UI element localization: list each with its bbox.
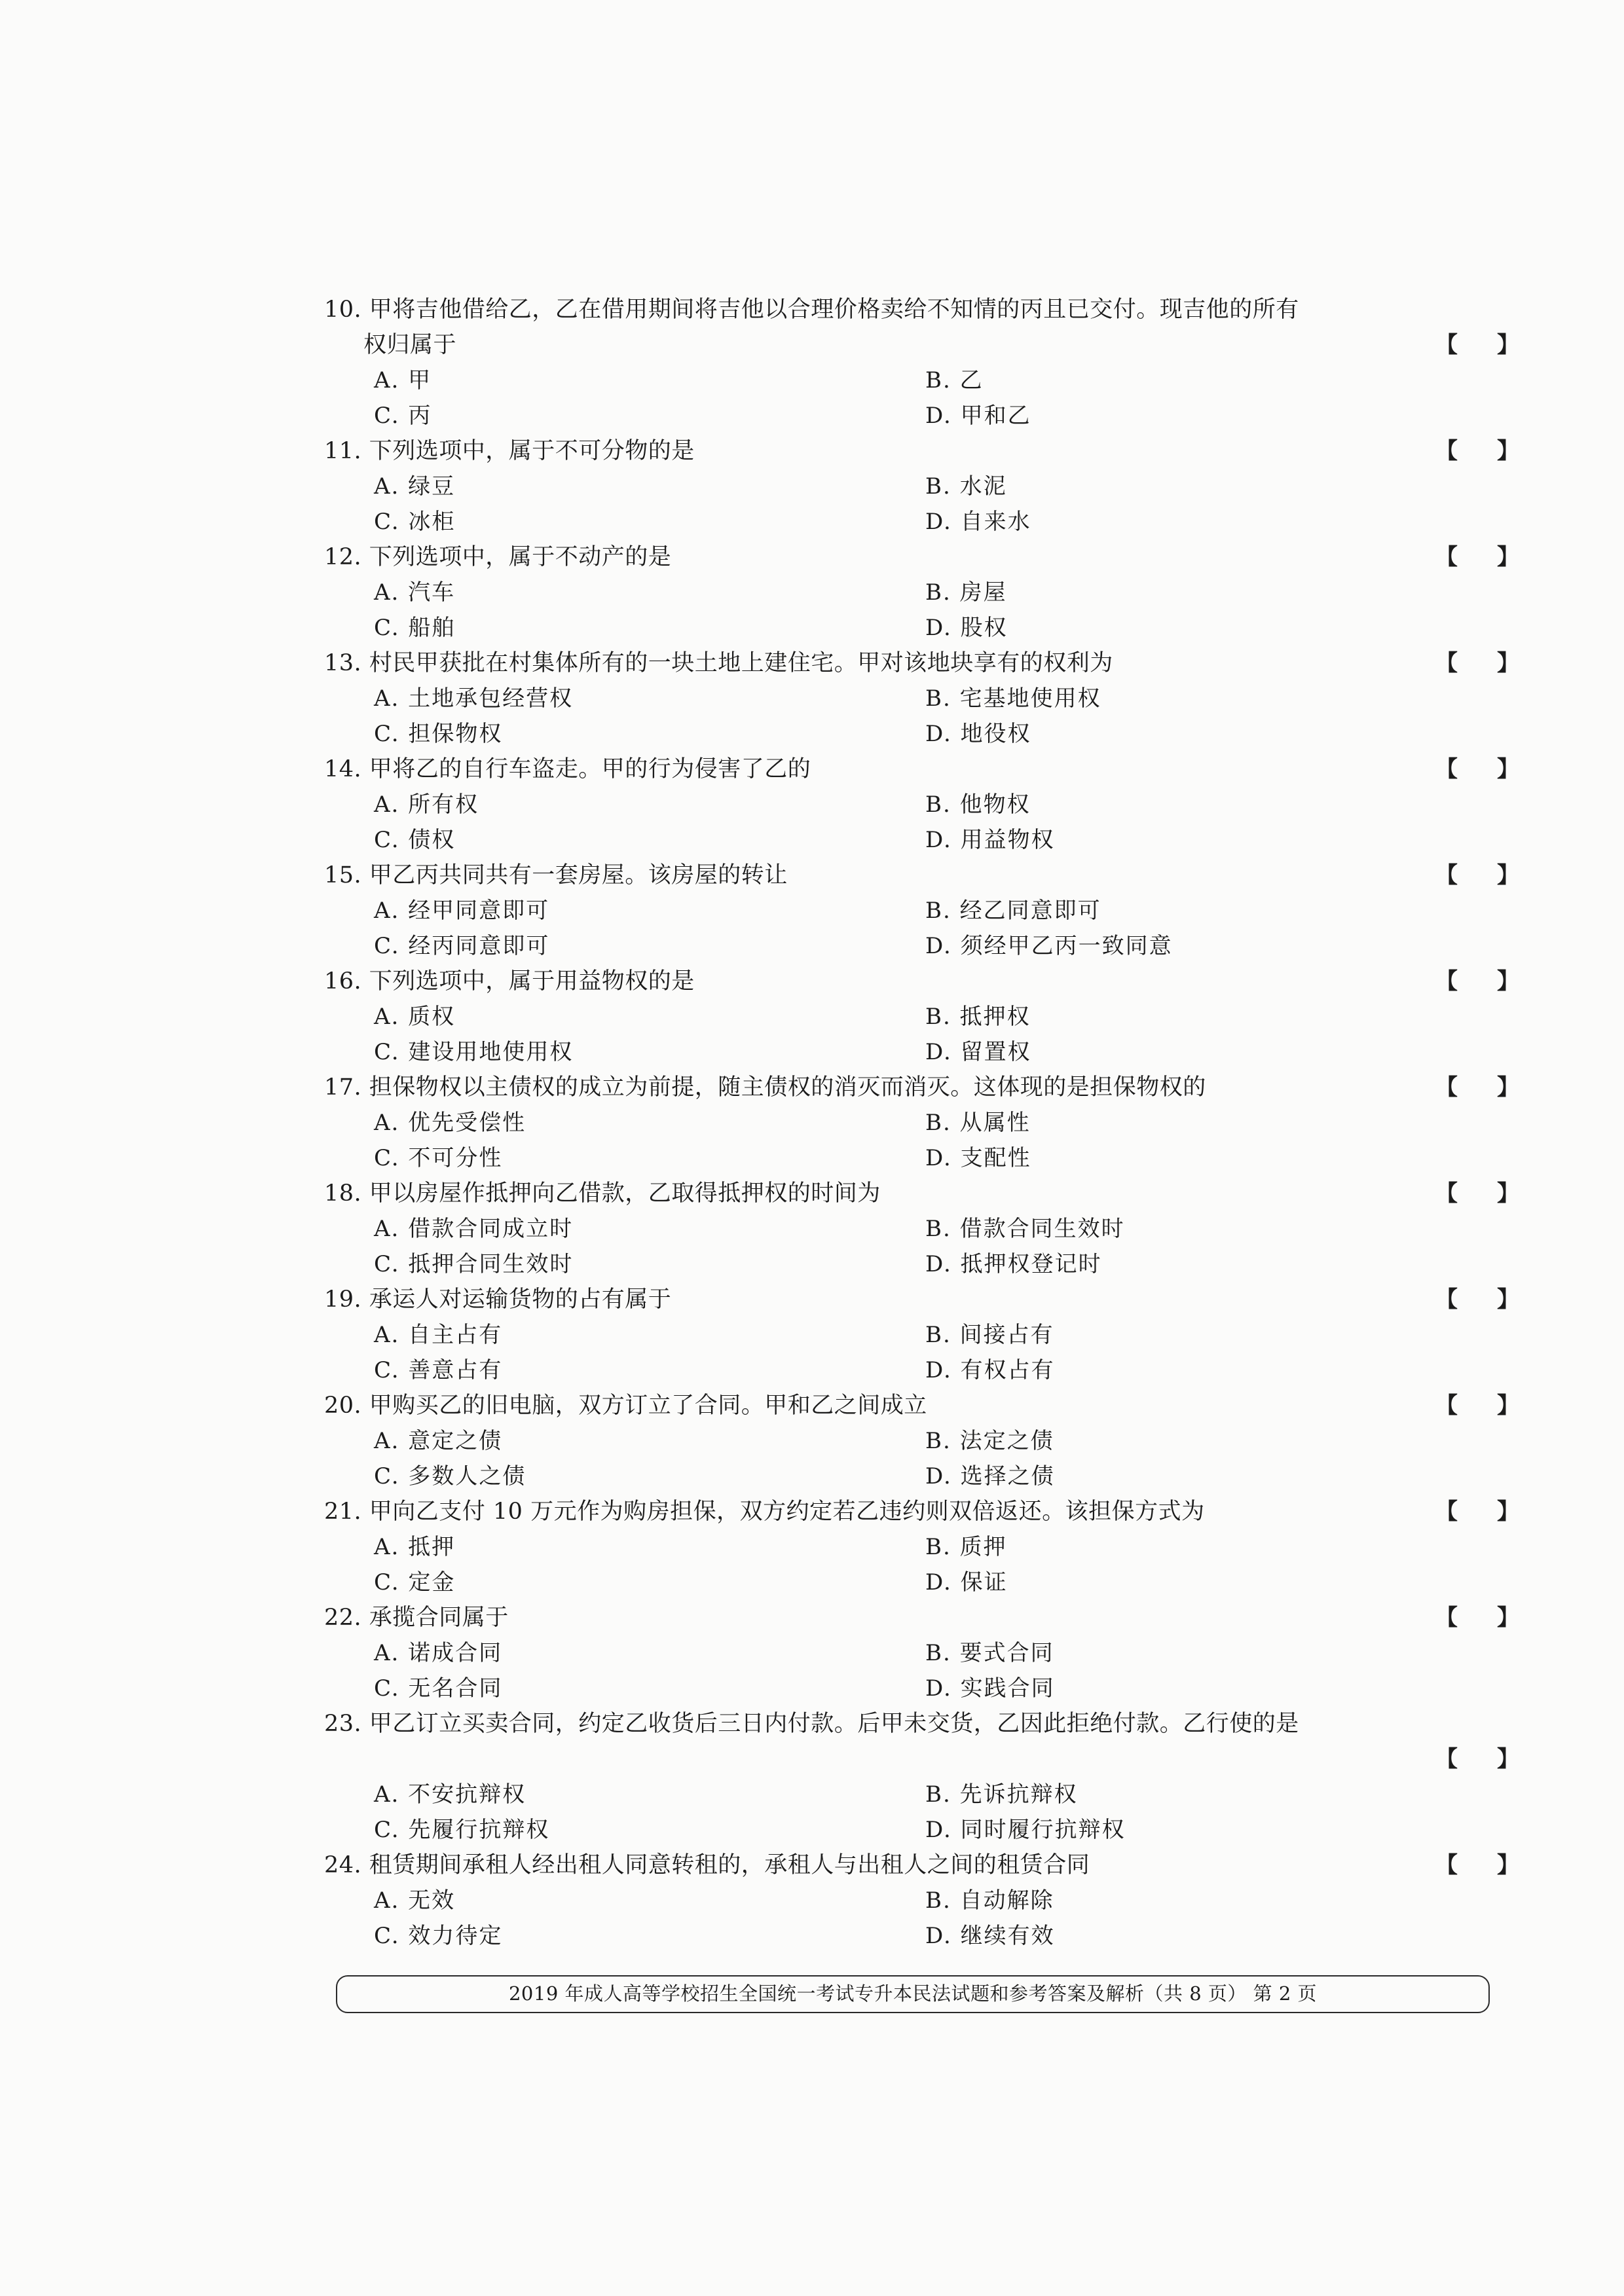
options-grid <box>324 1635 1519 1706</box>
question-stem: 24. 租赁期间承租人经出租人同意转租的，承租人与出租人之间的租赁合同 <box>324 1852 1090 1878</box>
option-d: D. 地役权 <box>925 721 1031 747</box>
answer-bracket <box>1435 1848 1519 1883</box>
bracket-left: 【 <box>1435 650 1458 676</box>
bracket-left: 【 <box>1435 756 1458 782</box>
options-grid <box>324 787 1519 858</box>
option-c: C. 担保物权 <box>374 721 503 747</box>
options-row <box>324 893 1519 928</box>
bracket-left: 【 <box>1435 544 1458 570</box>
option-a: A. 借款合同成立时 <box>374 1216 574 1242</box>
question-stem-line <box>324 1706 1519 1741</box>
bracket-right: 】 <box>1497 438 1519 464</box>
answer-bracket <box>1435 858 1519 893</box>
option-a: A. 诺成合同 <box>374 1640 503 1666</box>
question-item <box>324 752 1519 858</box>
option-b: B. 间接占有 <box>925 1322 1054 1348</box>
question-stem-line <box>324 1600 1519 1635</box>
question-item <box>324 292 1519 433</box>
answer-bracket <box>1435 1741 1519 1777</box>
question-stem-line <box>324 646 1519 681</box>
question-stem: 11. 下列选项中，属于不可分物的是 <box>324 438 695 464</box>
options-row <box>324 575 1519 610</box>
option-a: A. 意定之债 <box>374 1428 503 1454</box>
options-grid <box>324 893 1519 964</box>
option-c: C. 船舶 <box>374 615 456 641</box>
answer-bracket <box>1435 539 1519 575</box>
option-a: A. 无效 <box>374 1887 456 1914</box>
option-c: C. 多数人之债 <box>374 1463 526 1489</box>
bracket-left: 【 <box>1435 1393 1458 1419</box>
option-d: D. 实践合同 <box>925 1675 1055 1702</box>
option-d: D. 用益物权 <box>925 827 1055 853</box>
options-row <box>324 822 1519 858</box>
option-d: D. 同时履行抗辩权 <box>925 1817 1126 1843</box>
question-stem-line <box>324 433 1519 469</box>
options-row <box>324 1211 1519 1247</box>
option-c: C. 先履行抗辩权 <box>374 1817 550 1843</box>
question-list <box>324 292 1519 1954</box>
option-c: C. 无名合同 <box>374 1675 503 1702</box>
bracket-left: 【 <box>1435 1180 1458 1207</box>
options-row <box>324 1565 1519 1600</box>
bracket-left: 【 <box>1435 1499 1458 1525</box>
answer-bracket-line <box>324 1741 1519 1777</box>
question-item <box>324 1388 1519 1494</box>
question-stem-line <box>324 964 1519 999</box>
options-row <box>324 1777 1519 1812</box>
option-c: C. 债权 <box>374 827 456 853</box>
option-b: B. 宅基地使用权 <box>925 685 1101 712</box>
answer-bracket <box>1435 433 1519 469</box>
option-c: C. 不可分性 <box>374 1145 503 1171</box>
options-row <box>324 1034 1519 1070</box>
bracket-right: 】 <box>1497 968 1519 994</box>
options-grid <box>324 1317 1519 1388</box>
options-row <box>324 1812 1519 1848</box>
question-stem-line <box>324 858 1519 893</box>
option-d: D. 继续有效 <box>925 1923 1055 1949</box>
options-grid <box>324 1423 1519 1494</box>
question-item <box>324 433 1519 539</box>
question-stem: 17. 担保物权以主债权的成立为前提，随主债权的消灭而消灭。这体现的是担保物权的 <box>324 1074 1206 1101</box>
option-d: D. 股权 <box>925 615 1008 641</box>
bracket-right: 】 <box>1497 1286 1519 1313</box>
question-stem-line <box>324 1388 1519 1423</box>
options-grid <box>324 1529 1519 1600</box>
question-stem: 15. 甲乙丙共同共有一套房屋。该房屋的转让 <box>324 862 788 888</box>
options-row <box>324 398 1519 433</box>
question-item <box>324 1600 1519 1706</box>
answer-bracket <box>1435 964 1519 999</box>
answer-bracket <box>1435 1494 1519 1529</box>
options-row <box>324 504 1519 539</box>
options-row <box>324 1423 1519 1459</box>
question-item <box>324 646 1519 752</box>
option-c: C. 丙 <box>374 403 432 429</box>
bracket-right: 】 <box>1497 1746 1519 1772</box>
bracket-right: 】 <box>1497 332 1519 358</box>
question-stem-line <box>324 539 1519 575</box>
question-stem: 12. 下列选项中，属于不动产的是 <box>324 544 672 570</box>
options-row <box>324 716 1519 752</box>
option-b: B. 借款合同生效时 <box>925 1216 1125 1242</box>
options-row <box>324 1353 1519 1388</box>
options-row <box>324 1918 1519 1954</box>
question-stem: 22. 承揽合同属于 <box>324 1605 509 1631</box>
question-stem: 13. 村民甲获批在村集体所有的一块土地上建住宅。甲对该地块享有的权利为 <box>324 650 1113 676</box>
option-b: B. 他物权 <box>925 792 1031 818</box>
option-a: A. 甲 <box>374 367 432 393</box>
option-d: D. 选择之债 <box>925 1463 1055 1489</box>
option-c: C. 效力待定 <box>374 1923 503 1949</box>
bracket-left: 【 <box>1435 1746 1458 1772</box>
question-item <box>324 1282 1519 1388</box>
bracket-right: 】 <box>1497 1180 1519 1207</box>
option-b: B. 水泥 <box>925 473 1007 500</box>
options-row <box>324 1459 1519 1494</box>
option-a: A. 汽车 <box>374 579 456 606</box>
option-d: D. 自来水 <box>925 509 1031 535</box>
question-item <box>324 1848 1519 1954</box>
bracket-right: 】 <box>1497 862 1519 888</box>
bracket-left: 【 <box>1435 1605 1458 1631</box>
option-b: B. 抵押权 <box>925 1004 1031 1030</box>
question-item <box>324 1070 1519 1176</box>
options-grid <box>324 1105 1519 1176</box>
option-a: A. 抵押 <box>374 1534 456 1560</box>
answer-bracket <box>1435 1600 1519 1635</box>
answer-bracket <box>1435 1176 1519 1211</box>
options-row <box>324 999 1519 1034</box>
bracket-right: 】 <box>1497 1605 1519 1631</box>
bracket-right: 】 <box>1497 1074 1519 1101</box>
options-row <box>324 1529 1519 1565</box>
question-stem: 19. 承运人对运输货物的占有属于 <box>324 1286 672 1313</box>
options-grid <box>324 469 1519 539</box>
options-grid <box>324 363 1519 433</box>
question-item <box>324 964 1519 1070</box>
option-b: B. 质押 <box>925 1534 1007 1560</box>
option-d: D. 支配性 <box>925 1145 1031 1171</box>
options-grid <box>324 999 1519 1070</box>
answer-bracket <box>1435 327 1519 363</box>
answer-bracket <box>1435 1070 1519 1105</box>
bracket-right: 】 <box>1497 1393 1519 1419</box>
option-a: A. 所有权 <box>374 792 479 818</box>
question-stem-line <box>324 1494 1519 1529</box>
options-grid <box>324 1883 1519 1954</box>
options-row <box>324 363 1519 398</box>
question-item <box>324 858 1519 964</box>
bracket-left: 【 <box>1435 1074 1458 1101</box>
options-row <box>324 681 1519 716</box>
option-c: C. 抵押合同生效时 <box>374 1251 574 1277</box>
option-b: B. 法定之债 <box>925 1428 1054 1454</box>
option-a: A. 质权 <box>374 1004 456 1030</box>
question-stem: 16. 下列选项中，属于用益物权的是 <box>324 968 695 994</box>
option-a: A. 经甲同意即可 <box>374 898 550 924</box>
answer-bracket <box>1435 1388 1519 1423</box>
bracket-right: 】 <box>1497 544 1519 570</box>
bracket-left: 【 <box>1435 862 1458 888</box>
page-footer <box>336 1975 1490 2013</box>
question-stem-line <box>324 327 1519 363</box>
option-b: B. 从属性 <box>925 1110 1031 1136</box>
question-stem-line <box>324 1176 1519 1211</box>
question-stem-line <box>324 1282 1519 1317</box>
options-row <box>324 1140 1519 1176</box>
question-stem-line <box>324 292 1519 327</box>
options-row <box>324 1635 1519 1671</box>
option-a: A. 自主占有 <box>374 1322 503 1348</box>
options-row <box>324 469 1519 504</box>
option-a: A. 优先受偿性 <box>374 1110 526 1136</box>
options-row <box>324 1883 1519 1918</box>
options-row <box>324 1317 1519 1353</box>
option-a: A. 绿豆 <box>374 473 456 500</box>
option-a: A. 土地承包经营权 <box>374 685 574 712</box>
question-stem: 20. 甲购买乙的旧电脑，双方订立了合同。甲和乙之间成立 <box>324 1393 927 1419</box>
question-stem: 21. 甲向乙支付 10 万元作为购房担保，双方约定若乙违约则双倍返还。该担保方式为 <box>324 1499 1205 1525</box>
option-c: C. 建设用地使用权 <box>374 1039 574 1065</box>
options-row <box>324 1671 1519 1706</box>
bracket-right: 】 <box>1497 1852 1519 1878</box>
bracket-left: 【 <box>1435 968 1458 994</box>
bracket-left: 【 <box>1435 1852 1458 1878</box>
answer-bracket <box>1435 646 1519 681</box>
question-stem-line <box>324 1848 1519 1883</box>
option-d: D. 须经甲乙丙一致同意 <box>925 933 1173 959</box>
bracket-left: 【 <box>1435 1286 1458 1313</box>
question-item <box>324 1494 1519 1600</box>
option-b: B. 先诉抗辩权 <box>925 1781 1078 1808</box>
options-row <box>324 787 1519 822</box>
option-a: A. 不安抗辩权 <box>374 1781 526 1808</box>
bracket-left: 【 <box>1435 438 1458 464</box>
option-b: B. 乙 <box>925 367 984 393</box>
question-stem: 权归属于 <box>363 332 457 358</box>
option-b: B. 经乙同意即可 <box>925 898 1101 924</box>
option-d: D. 抵押权登记时 <box>925 1251 1102 1277</box>
options-grid <box>324 1211 1519 1282</box>
options-grid <box>324 1777 1519 1848</box>
question-stem: 10. 甲将吉他借给乙，乙在借用期间将吉他以合理价格卖给不知情的丙且已交付。现吉他的所有 <box>324 297 1299 323</box>
option-b: B. 房屋 <box>925 579 1007 606</box>
question-stem-line <box>324 1070 1519 1105</box>
bracket-right: 】 <box>1497 650 1519 676</box>
answer-bracket <box>1435 1282 1519 1317</box>
bracket-left: 【 <box>1435 332 1458 358</box>
options-row <box>324 1247 1519 1282</box>
question-stem-line <box>324 752 1519 787</box>
options-row <box>324 1105 1519 1140</box>
question-item <box>324 1706 1519 1848</box>
question-stem: 14. 甲将乙的自行车盗走。甲的行为侵害了乙的 <box>324 756 811 782</box>
options-row <box>324 928 1519 964</box>
question-item <box>324 1176 1519 1282</box>
bracket-right: 】 <box>1497 1499 1519 1525</box>
option-c: C. 冰柜 <box>374 509 456 535</box>
answer-bracket <box>1435 752 1519 787</box>
option-c: C. 经丙同意即可 <box>374 933 550 959</box>
bracket-right: 】 <box>1497 756 1519 782</box>
question-stem: 18. 甲以房屋作抵押向乙借款，乙取得抵押权的时间为 <box>324 1180 881 1207</box>
option-d: D. 保证 <box>925 1569 1008 1595</box>
question-item <box>324 539 1519 646</box>
options-grid <box>324 575 1519 646</box>
option-c: C. 定金 <box>374 1569 456 1595</box>
question-stem: 23. 甲乙订立买卖合同，约定乙收货后三日内付款。后甲未交货，乙因此拒绝付款。乙行使的是 <box>324 1711 1299 1737</box>
options-grid <box>324 681 1519 752</box>
option-c: C. 善意占有 <box>374 1357 503 1383</box>
footer-text: 2019 年成人高等学校招生全国统一考试专升本民法试题和参考答案及解析（共 8 页） 第 2 页 <box>508 1982 1317 2005</box>
option-b: B. 要式合同 <box>925 1640 1054 1666</box>
options-row <box>324 610 1519 646</box>
option-d: D. 甲和乙 <box>925 403 1031 429</box>
option-d: D. 有权占有 <box>925 1357 1055 1383</box>
option-d: D. 留置权 <box>925 1039 1031 1065</box>
option-b: B. 自动解除 <box>925 1887 1054 1914</box>
